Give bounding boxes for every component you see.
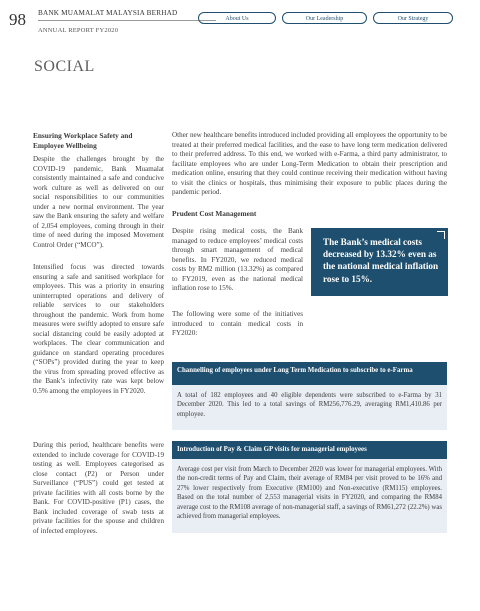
initiative-2-title: Introduction of Pay & Claim GP visits for managerial employees bbox=[172, 441, 447, 459]
nav-our-leadership[interactable]: Our Leadership bbox=[282, 12, 367, 24]
initiative-2-body: Average cost per visit from March to December 2020 was lower for managerial employees. With the non-credit terms of Pay and Claim, their average of RM84 per visit proved to be 16% and 27% lower respectively from Executive (RM100) and Non-executive (RM115) employees. Based on the total number of 2,553 managerial visits in FY2020, and comparing the RM84 average cost to the RM108 average of non-managerial staff, a savings of RM61,272 (22.2%) was achieved from managerial employees. bbox=[172, 459, 447, 533]
left-paragraph-1: Despite the challenges brought by the COVID-19 pandemic, Bank Muamalat consistently maintained a safe and conducive work culture as well as delivered on our social responsibilities to our communities under a new normal environment. The year saw the Bank ensuring the safety and welfare of 2,054 employees, coming through in their time of need during the imposed Movement Control Order (“MCO”). bbox=[33, 155, 164, 249]
left-heading: Ensuring Workplace Safety and Employee Wellbeing bbox=[33, 131, 133, 150]
corner-mark-icon bbox=[437, 231, 445, 239]
highlight-quote bbox=[311, 228, 448, 296]
report-name: ANNUAL REPORT FY2020 bbox=[38, 27, 119, 34]
nav-our-strategy[interactable]: Our Strategy bbox=[373, 12, 453, 24]
right-paragraph-1: Other new healthcare benefits introduced included providing all employees the opportunity to be treated at their preferred medical facilities, and the ease to have long term medication delivered to their preferred address. To this end, we worked with e-Farma, a third party administrator, to facilitate employees who are under Long-Term Medication to obtain their prescription and medication online, ensuring that they could continue receiving their medication without having to visit the clinics or hospitals, thus minimising their exposure to public places during the pandemic period. bbox=[172, 131, 447, 196]
right-heading: Prudent Cost Management bbox=[172, 209, 257, 218]
page-title: SOCIAL bbox=[34, 58, 95, 75]
right-paragraph-3: The following were some of the initiatives introduced to contain medical costs in FY2020: bbox=[172, 310, 303, 337]
header-divider bbox=[38, 20, 216, 21]
right-paragraph-2: Despite rising medical costs, the Bank managed to reduce employees’ medical costs through smart management of medical benefits. In FY2020, we reduced medical costs by RM2 million (13.32%) as compared to FY2019, even as the national medical inflation rose to 15%. bbox=[172, 227, 303, 292]
initiative-1-body: A total of 182 employees and 40 eligible dependents were subscribed to e-Farma by 31 December 2020. This led to a total savings of RM256,776.29, averaging RM1,410.86 per employee. bbox=[172, 385, 447, 430]
organization-name: BANK MUAMALAT MALAYSIA BERHAD bbox=[38, 9, 178, 17]
page-number: 98 bbox=[9, 10, 26, 29]
left-paragraph-3: During this period, healthcare benefits were extended to include coverage for COVID-19 testing as well. Employees categorised as close contact (P2) or Person under Surveillance (“PUS”) could get tested at private facilities with all costs borne by the Bank. For COVID-positive (P1) cases, the Bank included coverage of swab tests at private facilities for the spouse and children of infected employees. bbox=[33, 441, 164, 535]
left-paragraph-2: Intensified focus was directed towards ensuring a safe and sanitised workplace for employees. This was a priority in ensuring uninterrupted operations and delivery of reliable services to our stakeholders throughout the pandemic. Work from home measures were swiftly adopted to ensure safe social distancing could be easily adopted at workplaces. The clear communication and guidance on standard operating procedures (“SOPs”) provided during the year to keep the virus from spreading proved effective as the Bank’s infectivity rate was kept below 0.5% among the employees in FY2020. bbox=[33, 263, 164, 395]
quote-text: The Bank’s medical costs decreased by 13.32% even as the national medical inflation rose to 15%. bbox=[323, 237, 439, 284]
nav-about-us[interactable]: About Us bbox=[198, 12, 276, 24]
initiative-1-title: Channelling of employees under Long Term Medication to subscribe to e-Farma bbox=[172, 362, 447, 385]
